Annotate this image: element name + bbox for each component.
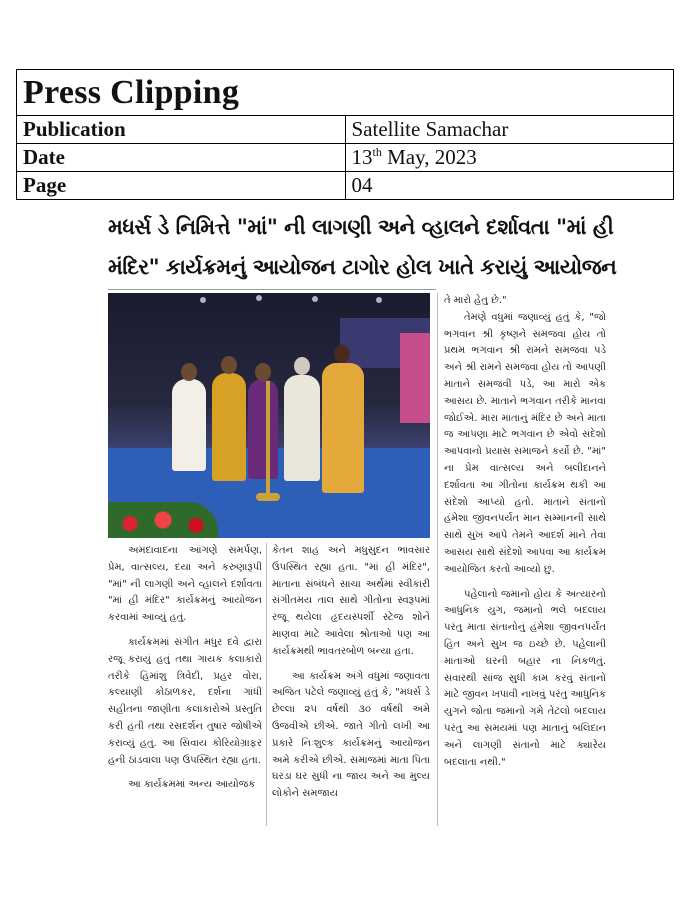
publication-row (17, 116, 674, 144)
article-column-3 (444, 293, 606, 771)
clipping-info-table (16, 69, 674, 200)
oil-lamp-stand (266, 381, 270, 501)
column-divider (437, 293, 438, 826)
paragraph: આ કાર્યક્રમ અંગે વધુમાં જણાવતા અજિત પટેલે જણાવ્યું હતું કે, "મધર્સ ડે છેલ્લા ૨૫ વર્ષથી ૩૦ વર્ષથી અમે ઉજવીએ છીએ. જાતે ગીતો લખી આ પ્રકારે નિઃશુલ્ક કાર્યક્રમનું આયોજન અમે કરીએ છીએ. સમાજમાં માતા પિતા ઘરડા ઘર સુધી ના જાય અને આ મુલ્ય લોકોને સમજાય (272, 670, 430, 800)
event-photo (108, 293, 430, 538)
oil-lamp-base (256, 493, 280, 501)
paragraph: કેતન શાહ અને મધુસુદન ભાવસાર ઉપસ્થિત રહ્યા હતા. "માં હી મંદિર", માતાના સંબંધને સાચા અર્થમાં સ્વીકારી સંગીતમય તાલ સાથે ગીતોના સ્વરૂપમાં રજૂ થયેલા હૃદયસ્પર્શી સ્ટેજ શોને માણવા માટે આવેલા શ્રોતાઓ પણ આ કાર્યક્રમથી ભાવતરબોળ બન્યા હતા. (272, 545, 430, 657)
flower-decoration (108, 502, 218, 538)
person-yellow-jacket (212, 373, 246, 481)
publication-value: Satellite Samachar (345, 116, 674, 144)
person-head (294, 357, 310, 375)
person-saree (322, 363, 364, 493)
pink-backdrop-panel (400, 333, 430, 423)
ceiling-light (200, 297, 206, 303)
ceiling-light (312, 296, 318, 302)
person-purple-shirt (248, 379, 278, 479)
paragraph: પહેલાનો જમાનો હોય કે અત્યારનો આધુનિક યુગ, જમાનો ભલે બદલાય પરંતુ માતા સંતાનોનું હંમેશા જીવનપર્યંત હિત અને સુખ જ ઇચ્છે છે. પહેલાની માતાઓ ઘરની બહાર ના નિકળતું. સવારથી સાંજ સુધી કામ કરવું સંતાનો માટે જીવન ખપાવી નાખવું પરંતુ આધુનિક યુગને જોતા જમાનો ગમે તેટલો બદલાય પરંતુ આ સમયમાં પણ માતાનું બલિદાન અને લાગણી સંતાનો માટે ક્યારેય બદલાતા નથી." (444, 588, 606, 768)
person-head (255, 363, 271, 381)
page-row (17, 172, 674, 200)
person-head (181, 363, 197, 381)
date-day: 13 (351, 145, 373, 169)
page-label: Page (17, 172, 346, 200)
page-value: 04 (345, 172, 674, 200)
date-label: Date (17, 144, 346, 172)
date-value (345, 144, 674, 172)
person-head (334, 345, 350, 363)
headline-divider (108, 289, 436, 290)
headline-line-2: મંદિર" કાર્યક્રમનું આયોજન ટાગોર હોલ ખાતે કરાયું આયોજન (108, 255, 617, 279)
paragraph: કાર્યક્રમમાં સંગીત મધુર દવે દ્વારા રજૂ કરાયું હતું તથા ગાયક કલાકારો તરીકે હિમાંશુ ત્રિવેદી, પ્રહર વોરા, કલ્યાણી કોઠાળકર, દર્શના ગાંધી સહીતના જાણીતા કલાકારોએ પ્રસ્તુતિ કરી હતી તથા રસદર્શન તુષાર જોષીએ કરાવ્યું હતું. આ સિવાય કોરિયોગ્રાફર હની ઠાંડવાલા પણ ઉપસ્થિત રહ્યા હતા. (108, 636, 262, 766)
article-column-2 (272, 543, 430, 803)
press-clipping-title: Press Clipping (17, 70, 674, 116)
paragraph: તેમણે વધુમાં જણાવ્યું હતું કે, "જો ભગવાન શ્રી કૃષ્ણને સમજવા હોય તો પ્રથમ ભગવાન શ્રી રામને સમજવા પડે અને શ્રી રામને સમજવા હોય તો આપણી માતાને સમજવી પડે, આ મારો એક આસય છે. માતાને ભગવાન તરીકે માનવા જોઈએ. મારા માતાનું મંદિર છે અને માતા જ આપણા માટે ભગવાન છે એવો સંદેશો આપવાનો પ્રયાસ સમાજને કર્યો છે. "માં" ના પ્રેમ વાત્સલ્ય અને બલીદાનને દર્શાવતા આ ગીતોના કાર્યક્રમ થકી આ સંદેશો આપ્યો હતો. માતાને સંતાનો હંમેશા જીવનપર્યંત માન સમ્માનની સાથે સાથે સુખ આપે તેમને આદર્શ માને તેવા આસય સાથે સંદેશો આપવા આ કાર્યક્રમ આયોજિત કરતો આવ્યો છું. (444, 311, 606, 575)
publication-label: Publication (17, 116, 346, 144)
paragraph: આ કાર્યક્રમમાં અન્ય આયોજક (128, 779, 256, 791)
date-row (17, 144, 674, 172)
person-white-kurta (172, 379, 206, 471)
person-cream-kurta (284, 375, 320, 481)
paragraph: અમદાવાદના આંગણે સમર્પણ, પ્રેમ, વાત્સલ્ય, દયા અને કરુણારૂપી "માં" ની લાગણી અને વ્હાલને દર્શાવતા "માં હી મંદિર" કાર્યક્રમનું આયોજન કરવામાં આવ્યું હતું. (108, 545, 262, 624)
ceiling-light (376, 297, 382, 303)
person-head (221, 356, 237, 374)
date-suffix: th (372, 145, 382, 159)
column-divider (266, 543, 267, 826)
ceiling-light (256, 295, 262, 301)
article-column-1 (108, 543, 262, 794)
headline-line-1: મધર્સ ડે નિમિત્તે "માં" ની લાગણી અને વ્હાલને દર્શાવતા "માં હી (108, 215, 614, 239)
date-rest: May, 2023 (381, 145, 477, 169)
paragraph: તે મારો હેતુ છે." (444, 295, 507, 306)
